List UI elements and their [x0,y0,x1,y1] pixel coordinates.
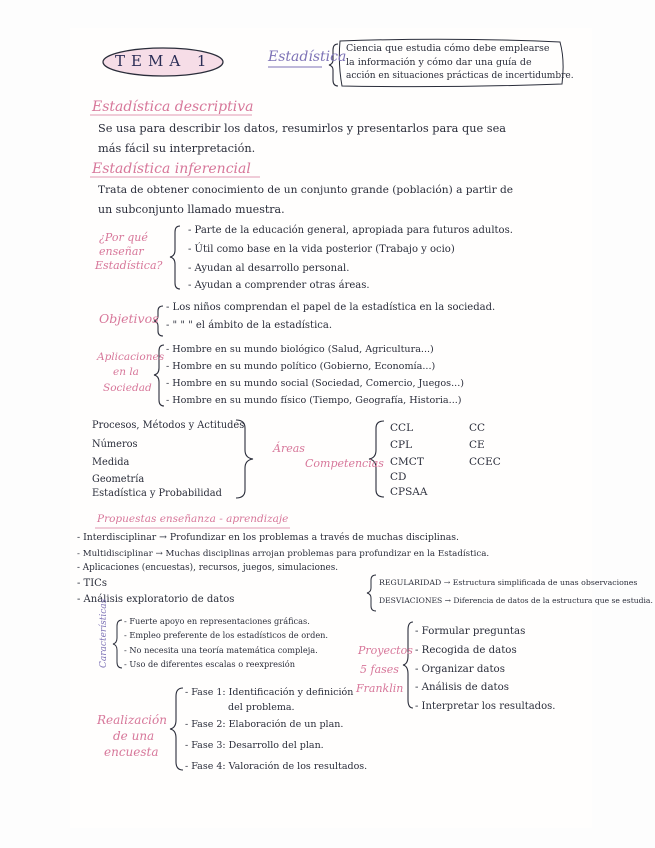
definicion-line: acción en situaciones prácticas de incertidumbre. [346,71,574,81]
inferencial-title: Estadística inferencial [92,161,251,177]
propuestas-title: Propuestas enseñanza - aprendizaje [97,513,289,525]
area-item: Estadística y Probabilidad [92,488,222,499]
porque-item: - Parte de la educación general, apropiada para futuros adultos. [188,225,513,236]
competencias-label: Competencias [305,457,384,470]
competencia-code: CPSAA [390,486,428,498]
aplicaciones-item: - Hombre en su mundo físico (Tiempo, Geografía, Historia...) [166,395,462,406]
porque-label: Estadística? [95,259,163,272]
tema-title: TEMA 1 [115,52,213,70]
propuestas-item: - Aplicaciones (encuestas), recursos, juegos, simulaciones. [77,563,339,573]
descriptiva-title: Estadística descriptiva [92,99,254,115]
proyectos-label: Franklin [356,682,404,695]
caracteristicas-brace [113,620,122,668]
aplicaciones-item: - Hombre en su mundo biológico (Salud, Agricultura...) [166,344,434,355]
areas-label: Áreas [273,442,305,455]
objetivos-item: - Los niños comprendan el papel de la estadística en la sociedad. [166,302,496,313]
porque-item: - Útil como base en la vida posterior (Trabajo y ocio) [188,244,455,255]
propuestas-item: - TICs [77,578,107,589]
aplicaciones-label: Sociedad [103,382,152,394]
caracteristica-item: - Uso de diferentes escalas o reexpresión [124,659,295,669]
competencia-code: CCEC [469,456,501,468]
area-item: Números [92,439,138,450]
encuesta-fase: - Fase 2: Elaboración de un plan. [185,719,344,730]
aplicaciones-label: Aplicaciones [97,351,165,363]
porque-label: ¿Por qué [99,231,148,244]
analisis-item: DESVIACIONES → Diferencia de datos de la estructura que se estudia. [379,596,653,605]
competencia-code: CPL [390,439,413,451]
proyecto-fase: - Recogida de datos [415,645,517,656]
encuesta-label: encuesta [104,745,159,759]
descriptiva-line: Se usa para describir los datos, resumirlos y presentarlos para que sea [98,122,506,135]
competencia-code: CCL [390,422,414,434]
analisis-item: REGULARIDAD → Estructura simplificada de unas observaciones [379,578,638,587]
inferencial-line: un subconjunto llamado muestra. [98,203,285,216]
propuestas-item: - Multidisciplinar → Muchas disciplinas arrojan problemas para profundizar en la Estadística. [77,549,490,559]
encuesta-fase: - Fase 3: Desarrollo del plan. [185,740,324,751]
objetivos-label: Objetivos [99,311,159,326]
definicion-line: la información y cómo dar una guía de [346,57,532,68]
porque-item: - Ayudan al desarrollo personal. [188,263,350,274]
aplicaciones-item: - Hombre en su mundo político (Gobierno, Economía...) [166,361,436,372]
proyecto-fase: - Organizar datos [415,664,505,675]
caracteristica-item: - Fuerte apoyo en representaciones gráficas. [124,616,310,626]
proyectos-label: Proyectos [358,644,413,657]
area-item: Geometría [92,474,145,485]
proyectos-brace [403,622,413,708]
proyecto-fase: - Interpretar los resultados. [415,701,556,712]
encuesta-fase: - Fase 4: Valoración de los resultados. [185,761,368,772]
encuesta-fase: - Fase 1: Identificación y definición [185,687,354,698]
area-item: Procesos, Métodos y Actitudes [92,420,245,431]
porque-label: enseñar [99,245,144,258]
descriptiva-line: más fácil su interpretación. [98,142,256,155]
porque-item: - Ayudan a comprender otras áreas. [188,280,370,291]
caracteristicas-label: Características [99,598,109,668]
aplicaciones-label: en la [113,366,139,378]
encuesta-brace [170,688,183,770]
proyecto-fase: - Análisis de datos [415,682,509,693]
caracteristica-item: - Empleo preferente de los estadísticos de orden. [124,630,329,640]
estadistica-heading: Estadística [268,49,347,65]
aplicaciones-item: - Hombre en su mundo social (Sociedad, Comercio, Juegos...) [166,378,464,389]
proyectos-label: 5 fases [360,663,399,676]
competencia-code: CE [469,439,485,451]
competencia-code: CD [390,471,407,483]
analisis-label: - Análisis exploratorio de datos [77,594,235,605]
competencia-code: CC [469,422,486,434]
areas-brace [236,420,253,498]
propuestas-item: - Interdisciplinar → Profundizar en los problemas a través de muchas disciplinas. [77,532,460,543]
caracteristica-item: - No necesita una teoría matemática compleja. [124,645,318,655]
competencia-code: CMCT [390,456,424,468]
encuesta-label: Realización [97,713,167,727]
encuesta-fase: del problema. [228,702,295,713]
area-item: Medida [92,457,130,468]
definicion-line: Ciencia que estudia cómo debe emplearse [346,43,550,54]
porque-brace [170,226,180,289]
encuesta-label: de una [113,729,155,743]
analisis-brace [367,575,376,611]
inferencial-line: Trata de obtener conocimiento de un conjunto grande (población) a partir de [98,184,514,196]
objetivos-item: - " " " el ámbito de la estadística. [166,320,333,331]
proyecto-fase: - Formular preguntas [415,626,526,637]
